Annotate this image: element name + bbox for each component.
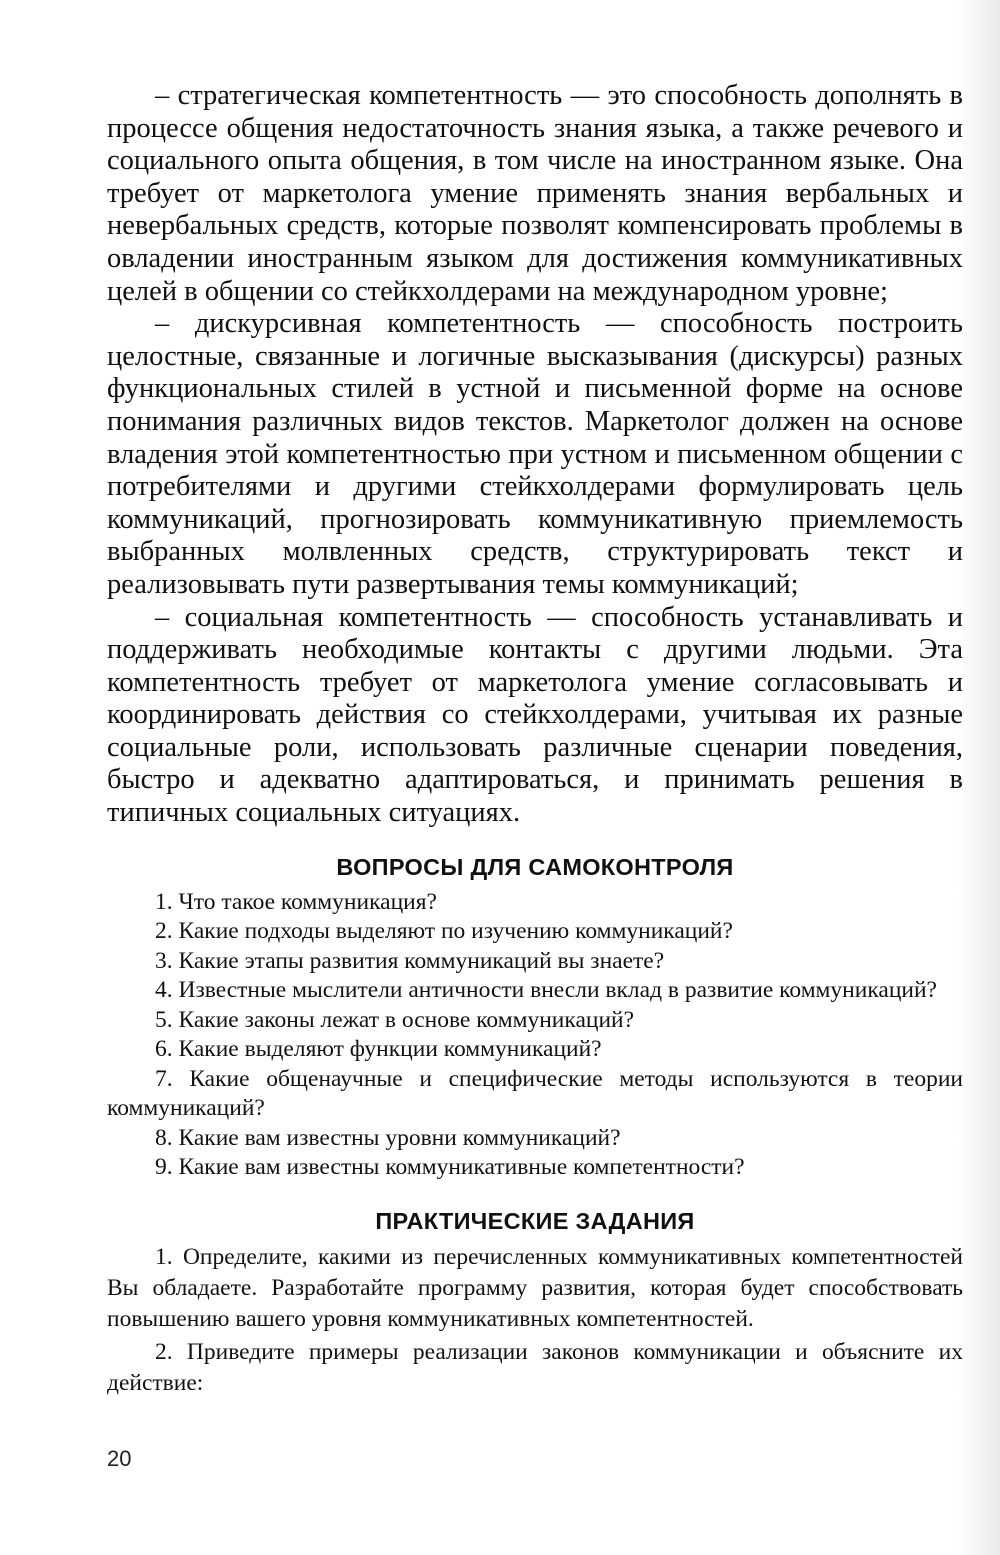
question-item: 5. Какие законы лежат в основе коммуникаций? [155, 1006, 635, 1033]
question-item: 2. Какие подходы выделяют по изучению коммуникаций? [155, 918, 733, 945]
page-number: 20 [107, 1446, 132, 1471]
page-content [107, 80, 963, 1399]
paragraph-strategic-competence: – стратегическая компетентность — это способность дополнять в процессе общения недостаточность знания языка, а также речевого и социального опыта общения, в том числе на иностранном языке. Она требует от маркетолога умение применять знания вербальных и невербальных средств, которые позволят компенсировать проблемы в овладении иностранным языком для достижения коммуникативных целей в общении со стейкхолдерами на международном уровне; [107, 80, 963, 307]
question-item: 7. Какие общенаучные и специфические методы используются в теории коммуникаций? [107, 1065, 963, 1122]
practical-tasks-list [107, 1242, 963, 1399]
question-item: 4. Известные мыслители античности внесли вклад в развитие коммуникаций? [155, 977, 937, 1004]
practical-tasks-heading: ПРАКТИЧЕСКИЕ ЗАДАНИЯ [375, 1207, 695, 1234]
self-check-questions-list [107, 888, 963, 1183]
self-check-questions-heading: ВОПРОСЫ ДЛЯ САМОКОНТРОЛЯ [336, 853, 734, 880]
question-item: 9. Какие вам известны коммуникативные компетентности? [155, 1154, 745, 1181]
question-item: 6. Какие выделяют функции коммуникаций? [155, 1036, 602, 1063]
body-text [107, 80, 963, 830]
question-item: 1. Что такое коммуникация? [155, 888, 437, 915]
task-item: 2. Приведите примеры реализации законов коммуникации и объясните их действие: [107, 1338, 963, 1396]
paragraph-discursive-competence: – дискурсивная компетентность — способность построить целостные, связанные и логичные высказывания (дискурсы) разных функциональных стилей в устной и письменной форме на основе понимания различных видов текстов. Маркетолог должен на основе владения этой компетентностью при устном и письменном общении с потребителями и другими стейкхолдерами формулировать цель коммуникаций, прогнозировать коммуникативную приемлемость выбранных молвленных средств, структурировать текст и реализовывать пути развертывания темы коммуникаций; [107, 308, 963, 600]
task-item: 1. Определите, какими из перечисленных коммуникативных компетентностей Вы обладаете. Разработайте программу развития, которая будет способствовать повышению вашего уровня коммуникативных компетентностей. [107, 1243, 963, 1332]
paragraph-social-competence: – социальная компетентность — способность устанавливать и поддерживать необходимые контакты с другими людьми. Эта компетентность требует от маркетолога умение согласовывать и координировать действия со стейкхолдерами, учитывая их разные социальные роли, использовать различные сценарии поведения, быстро и адекватно адаптироваться, и принимать решения в типичных социальных ситуациях. [107, 601, 963, 829]
question-item: 8. Какие вам известны уровни коммуникаций? [155, 1124, 621, 1151]
page-edge-shadow [958, 0, 1000, 1555]
question-item: 3. Какие этапы развития коммуникаций вы знаете? [155, 947, 665, 974]
